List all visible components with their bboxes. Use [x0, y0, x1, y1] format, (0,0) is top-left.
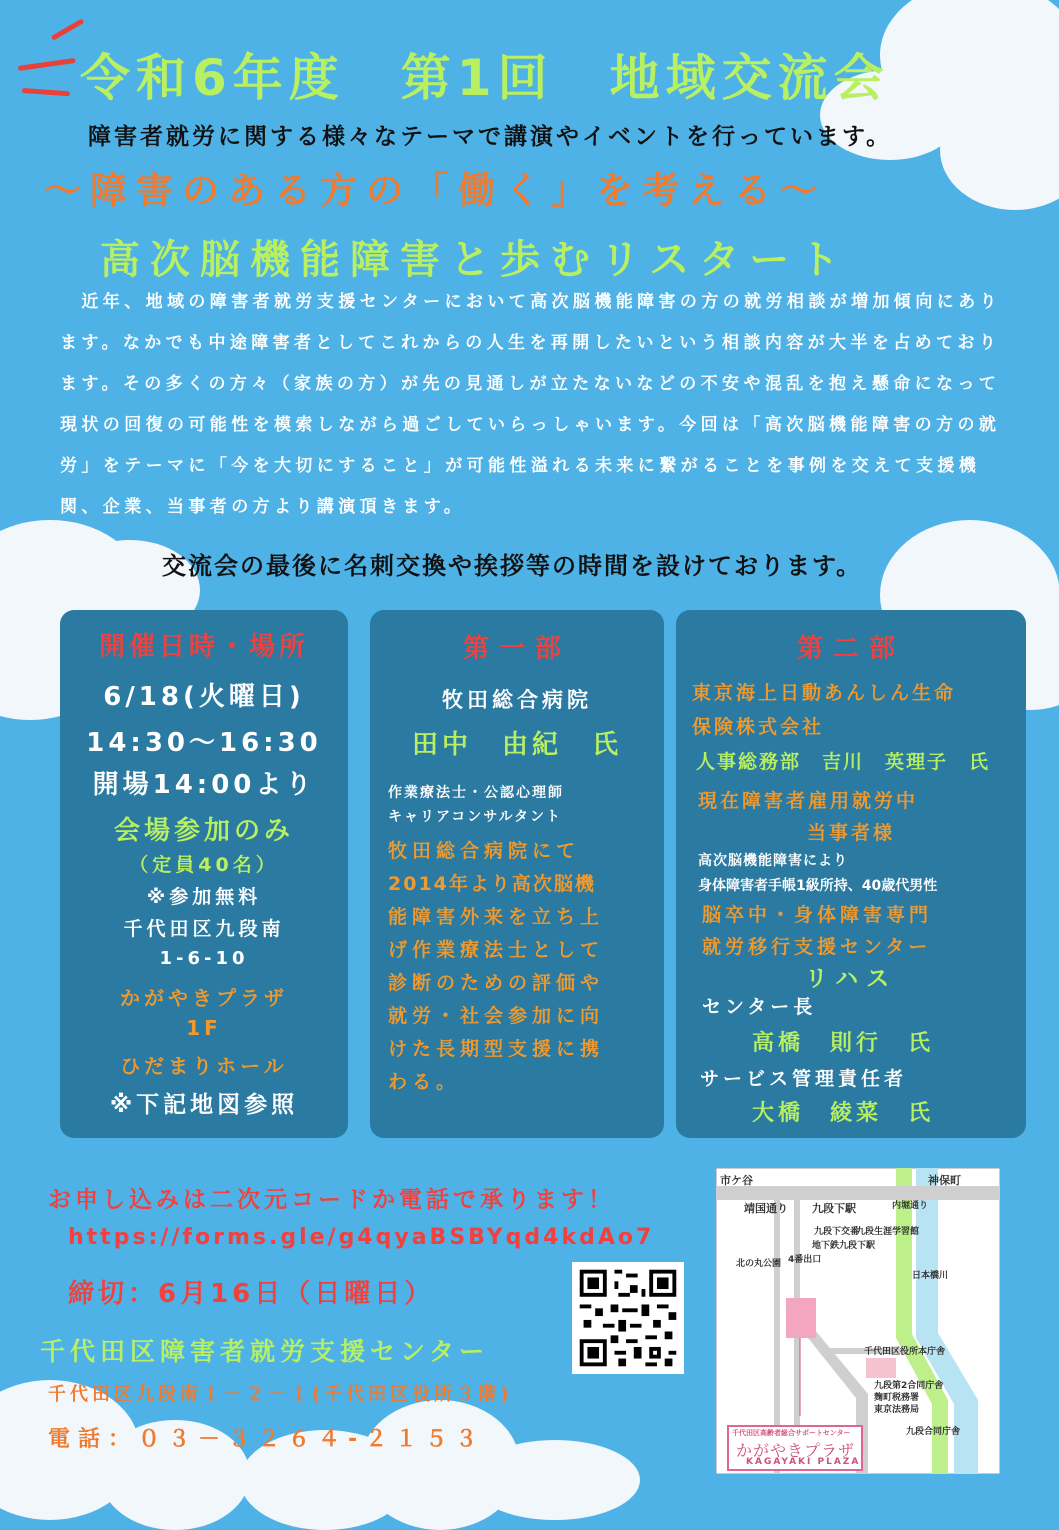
venue-line-1: かがやきプラザ	[120, 986, 288, 1010]
speaker-desc-line: 診断のための評価や	[388, 972, 605, 994]
speaker-role-2: キャリアコンサルタント	[388, 809, 563, 825]
exchange-note: 交流会の最後に名刺交換や挨拶等の時間を設けております。	[162, 552, 863, 580]
map-label: 九段合同庁舎	[906, 1427, 961, 1437]
application-url[interactable]: https://forms.gle/g4qyaBSBYqd4kdAo7	[68, 1225, 655, 1250]
accent-line	[18, 58, 76, 71]
address-line-2: 1-6-10	[159, 948, 249, 969]
facility-1: 脳卒中・身体障害専門	[702, 904, 933, 926]
speaker-desc-line: げ作業療法士として	[388, 939, 605, 961]
event-time: 14:30〜16:30	[86, 728, 322, 758]
company-line-2: 保険株式会社	[692, 716, 825, 738]
event-topic: 高次脳機能障害と歩むリスタート	[100, 237, 850, 283]
map-label: 麹町税務署	[874, 1393, 920, 1403]
map-plaza-label: かがやきプラザ	[736, 1441, 856, 1460]
open-time: 開場14:00より	[92, 770, 316, 800]
event-subtitle: 障害者就労に関する様々なテーマで講演やイベントを行っています。	[88, 124, 893, 150]
speaker-2: 高橋 則行 氏	[752, 1031, 935, 1056]
part1-panel	[370, 610, 664, 1138]
cloud-decoration	[470, 1440, 640, 1520]
venue-line-3: ひだまりホール	[120, 1054, 288, 1078]
qr-code-icon	[572, 1262, 684, 1374]
speaker-org: 牧田総合病院	[442, 688, 592, 712]
person-info-2: 身体障害者手帳1級所持、40歳代男性	[698, 878, 938, 894]
map-label: 千代田区役所本庁舎	[864, 1347, 946, 1357]
person-info-1: 高次脳機能障害により	[698, 853, 848, 869]
speaker-2-title: センター長	[702, 996, 817, 1018]
capacity: （定員40名）	[129, 854, 279, 876]
fee: ※参加無料	[146, 886, 262, 908]
speaker-desc-line: わる。	[388, 1071, 461, 1093]
map-label: 東京法務局	[874, 1405, 920, 1415]
organizer-phone: 電話：０３－３２６４-２１５３	[48, 1427, 486, 1452]
speaker-3-title: サービス管理責任者	[700, 1068, 908, 1090]
qr-code[interactable]	[572, 1262, 684, 1374]
event-date: 6/18(火曜日)	[103, 682, 305, 712]
map-label: 4番出口	[788, 1255, 822, 1265]
speaker-role-1: 作業療法士・公認心理師	[388, 785, 564, 801]
map-label: 千代田区高齢者総合サポートセンター	[732, 1429, 851, 1437]
speaker-3: 大橋 綾菜 氏	[752, 1101, 935, 1126]
speaker-desc-line: けた長期型支援に携	[388, 1038, 605, 1060]
map-label: 北の丸公園	[736, 1259, 782, 1269]
speaker-desc-line: 2014年より高次脳機	[388, 873, 596, 895]
panel-heading: 第一部	[462, 634, 571, 664]
event-theme: 〜障害のある方の「働く」を考える〜	[44, 169, 826, 212]
speaker-desc-line: 牧田総合病院にて	[388, 840, 581, 862]
map-note: ※下記地図参照	[109, 1092, 299, 1118]
panel-heading: 第二部	[796, 634, 905, 664]
organizer-address: 千代田区九段南１－２－１(千代田区役所３階)	[48, 1384, 513, 1405]
speaker-desc-line: 能障害外来を立ち上	[388, 906, 605, 928]
deadline: 締切：6月16日（日曜日）	[68, 1279, 435, 1309]
participation-format: 会場参加のみ	[113, 816, 294, 846]
speaker-1: 人事総務部 吉川 英理子 氏	[696, 751, 991, 773]
map-plaza-en: KAGAYAKI PLAZA	[746, 1457, 861, 1467]
map-label: 九段下駅	[812, 1202, 856, 1215]
organizer-name: 千代田区障害者就労支援センター	[40, 1337, 490, 1366]
panel-heading: 開催日時・場所	[98, 632, 309, 662]
map-label: 神保町	[928, 1174, 961, 1187]
apply-instructions: お申し込みは二次元コードか電話で承ります！	[48, 1187, 615, 1213]
person-desc-1: 現在障害者雇用就労中	[698, 790, 919, 812]
map-label: 地下鉄九段下駅	[812, 1241, 876, 1251]
event-title: 令和6年度 第1回 地域交流会	[80, 49, 890, 107]
accent-line	[22, 88, 70, 96]
facility-3: リハス	[804, 966, 898, 992]
map-label: 日本橋川	[912, 1271, 949, 1281]
map-label: 内堀通り	[892, 1201, 929, 1211]
intro-paragraph: 近年、地域の障害者就労支援センターにおいて高次脳機能障害の方の就労相談が増加傾向にあります。なかでも中途障害者としてこれからの人生を再開したいという相談内容が大半を占めております。その多くの方々（家族の方）が先の見通しが立たないなどの不安や混乱を抱え懸命になって現状の回復の可能性を模索しながら過ごしていらっしゃいます。今回は「高次脳機能障害の方の就労」をテーマに「今を大切にすること」が可能性溢れる未来に繋がることを事例を交えて支援機関、企業、当事者の方より講演頂きます。	[60, 292, 1001, 517]
location-map	[716, 1168, 1000, 1474]
venue-line-2: 1F	[186, 1016, 222, 1040]
speaker-desc-line: 就労・社会参加に向	[388, 1005, 605, 1027]
facility-2: 就労移行支援センター	[702, 936, 932, 958]
speaker-name: 田中 由紀 氏	[411, 730, 622, 760]
company-line-1: 東京海上日動あんしん生命	[692, 682, 957, 704]
map-label: 九段第2合同庁舎	[874, 1381, 944, 1391]
address-line-1: 千代田区九段南	[123, 918, 285, 940]
map-label: 市ケ谷	[720, 1174, 753, 1187]
map-label: 九段下交番	[814, 1227, 860, 1237]
map-label: 靖国通り	[744, 1202, 788, 1215]
info-panel	[60, 610, 348, 1138]
part2-panel	[676, 610, 1026, 1138]
person-desc-2: 当事者様	[806, 822, 895, 844]
map-label: 九段生涯学習館	[856, 1227, 920, 1237]
